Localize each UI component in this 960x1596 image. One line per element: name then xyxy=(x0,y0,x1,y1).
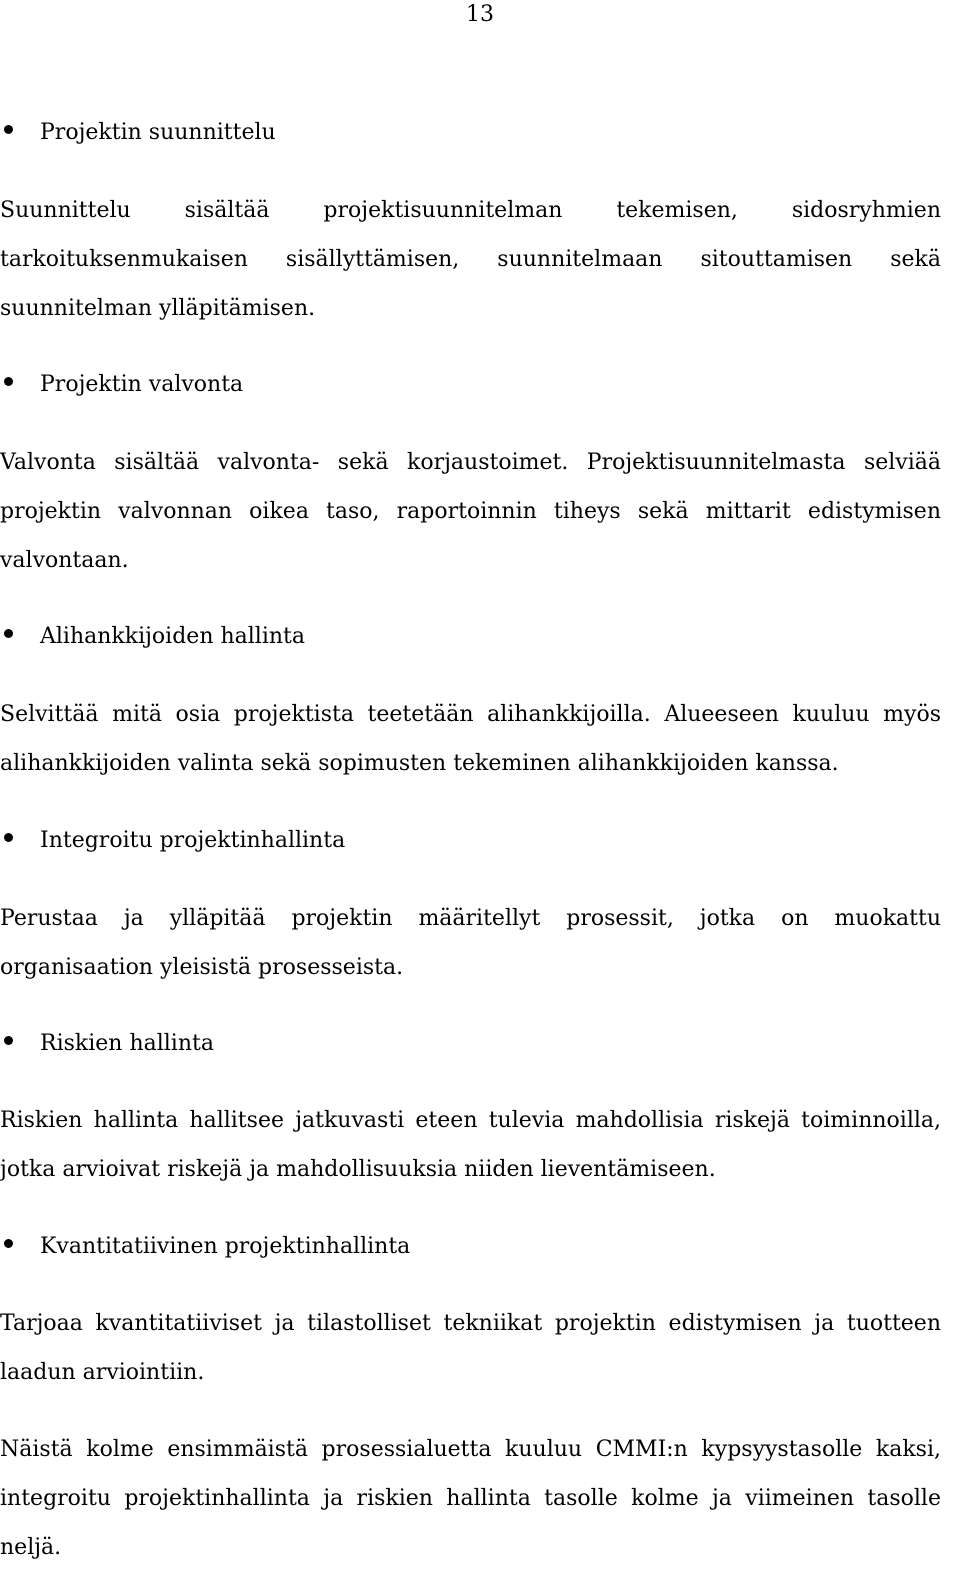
section-heading: Kvantitatiivinen projektinhallinta xyxy=(40,1234,411,1259)
section-heading: Riskien hallinta xyxy=(40,1031,214,1056)
bullet-heading-projektin-suunnittelu xyxy=(0,118,941,148)
bullet-heading-projektin-valvonta xyxy=(0,370,941,400)
bullet-dot-icon xyxy=(4,1036,13,1045)
paragraph-alihankkijoiden-hallinta: Selvittää mitä osia projektista teetetään alihankkijoilla. Alueeseen kuuluu myös alihankkijoiden valinta sekä sopimusten tekeminen alihankkijoiden kanssa. xyxy=(0,702,941,776)
section-heading: Integroitu projektinhallinta xyxy=(40,828,346,853)
bullet-heading-alihankkijoiden-hallinta xyxy=(0,622,941,652)
bullet-heading-integroitu-projektinhallinta xyxy=(0,826,941,856)
bullet-heading-riskien-hallinta xyxy=(0,1029,941,1059)
bullet-heading-kvantitatiivinen-projektinhallinta xyxy=(0,1232,941,1262)
closing-paragraph: Näistä kolme ensimmäistä prosessialuetta kuuluu CMMI:n kypsyystasolle kaksi, integroitu projektinhallinta ja riskien hallinta tasolle kolme ja viimeinen tasolle neljä. xyxy=(0,1437,941,1560)
bullet-dot-icon xyxy=(4,629,13,638)
section-heading: Projektin suunnittelu xyxy=(40,120,276,145)
bullet-dot-icon xyxy=(4,1239,13,1248)
paragraph-integroitu-projektinhallinta: Perustaa ja ylläpitää projektin määritellyt prosessit, jotka on muokattu organisaation yleisistä prosesseista. xyxy=(0,906,941,980)
paragraph-riskien-hallinta: Riskien hallinta hallitsee jatkuvasti eteen tulevia mahdollisia riskejä toiminnoilla, jotka arvioivat riskejä ja mahdollisuuksia niiden lieventämiseen. xyxy=(0,1108,941,1182)
paragraph-projektin-suunnittelu: Suunnittelu sisältää projektisuunnitelman tekemisen, sidosryhmien tarkoituksenmukaisen sisällyttämisen, suunnitelmaan sitouttamisen sekä suunnitelman ylläpitämisen. xyxy=(0,198,941,321)
paragraph-kvantitatiivinen-projektinhallinta: Tarjoaa kvantitatiiviset ja tilastolliset tekniikat projektin edistymisen ja tuotteen laadun arviointiin. xyxy=(0,1311,941,1385)
section-heading: Projektin valvonta xyxy=(40,372,244,397)
bullet-dot-icon xyxy=(4,833,13,842)
bullet-dot-icon xyxy=(4,125,13,134)
section-heading: Alihankkijoiden hallinta xyxy=(40,624,305,649)
bullet-dot-icon xyxy=(4,377,13,386)
paragraph-projektin-valvonta: Valvonta sisältää valvonta- sekä korjaustoimet. Projektisuunnitelmasta selviää projektin valvonnan oikea taso, raportoinnin tiheys sekä mittarit edistymisen valvontaan. xyxy=(0,450,941,573)
page-number: 13 xyxy=(466,2,494,27)
